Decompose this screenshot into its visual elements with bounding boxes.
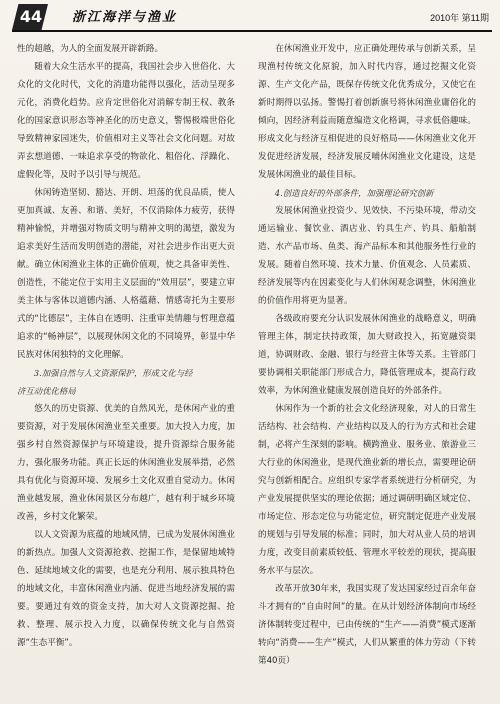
body-paragraph: 各级政府要充分认识发展休闲渔业的战略意义，明确管理主体，制定扶持政策，加大财政投入，拓宽融资渠道，协调财政、金融、银行与经营主体等关系。主管部门要协调相关职能部门形成合力，降低管理成本，提高行政效率，为休闲渔业健康发展创造良好的外部条件。	[258, 314, 476, 396]
page-header	[10, 4, 495, 30]
header-rule	[12, 30, 492, 32]
body-paragraph: 随着大众生活水平的提高，我国社会步入世俗化、大众化的文化时代，文化的消遣功能得以强化，活动呈现多元化，消费化趋势。应肯定世俗化对消解专制王权、教条化的国家意识形态等神圣化的历史意义，警惕极端世俗化导致精神家园迷失，价值相对主义等社会文化问题。对故弄玄想道德、一味追求享受的物欲化、粗俗化、浮躁化、虚假化等，及时予以引导与规范。	[17, 62, 235, 180]
body-paragraph: 以人文资源为底蕴的地域风情，已成为发展休闲渔业的新热点。加强人文资源抢救、挖掘工作，是保留地域特色、延续地域文化的需要，也是充分利用、展示独具特色的地域文化，丰富休闲渔业内涵、促进当地经济发展的需要。要通过有效的资金支持，加大对人文资源挖掘、抢救、整理、展示投入力度，以确保传统文化与自然资源“生态平衡”。	[17, 530, 235, 648]
body-paragraph: 改革开放30年来，我国实现了发达国家经过百余年奋斗才拥有的“自由时间”的量。在从计划经济体制向市场经济体制转变过程中，已由传统的“生产——消费”模式逐渐转向“消费——生产”模式，人们从繁重的体力劳动（下转第40页）	[258, 584, 476, 666]
left-column	[17, 40, 235, 652]
right-column	[258, 40, 476, 670]
body-paragraph: 悠久的历史资源、优美的自然风光，是休闲产业的重要资源，对于发展休闲渔业至关重要。加大投入力度，加强乡村自然资源保护与环境建设，提升资源综合服务能力，强化服务功能。真正长远的休闲渔业发展举措，必然具有优化与资源环境、发展乡土文化双重自觉动力。休闲渔业越发展，渔业休闲景区分布越广，越有利于城乡环境改善，乡村文化繁荣。	[17, 404, 235, 522]
body-paragraph: 性的超越，为人的全面发展开辟新路。	[17, 44, 164, 54]
section-subheading: 3.加强自然与人文资源保护，形成文化与经	[33, 368, 193, 378]
body-paragraph: 在休闲渔业开发中，应正确处理传承与创新关系，呈现渔村传统文化原貌，加入时代内容，通过挖掘文化资源、生产文化产品，既保存传统文化优秀成分，又使它在新时期得以弘扬。警惕打着创新旗号将休闲渔业庸俗化的倾向，因经济利益而随意编造文化格调，寻求低俗趣味。形成文化与经济互相促进的良好格局——休闲渔业文化开发促进经济发展，经济发展反哺休闲渔业文化建设，这是发展休闲渔业的最佳目标。	[258, 44, 476, 180]
page-number: 44	[19, 7, 43, 26]
journal-name: 浙江海洋与渔业	[72, 10, 178, 25]
body-paragraph: 发展休闲渔业投资少、见效快、不污染环境，带动交通运输业、餐饮业、酒店业、钓具生产、钓具、船舶制造、水产品市场、鱼类、海产品标本和其他服务性行业的发展。随着自然环境、技术力量、价值观念、人员素质、经济发展等内在因素变化与人们休闲观念调整，休闲渔业的价值作用将更为显著。	[258, 206, 476, 306]
issue-label: 2010年 第11期	[430, 13, 489, 23]
section-subheading: 济互动优化格局	[17, 386, 76, 396]
body-paragraph: 休闲铸造坚韧、豁达、开朗、坦荡的优良品质，使人更加真诚、友善、和谐、美好，不仅消除体力疲劳，获得精神愉悦，并增强对物质文明与精神文明的渴望，激发为追求美好生活而发明创造的潜能，对社会进步作出更大贡献。确立休闲渔业主体的正确价值观，使之具备审美性、创造性，不能定位于实用主义层面的“效用层”，要建立审美主体与客体以道德内涵、人格蕴藉、情感寄托为主要形式的“比德层”，主体自在透明、注重审美情趣与哲理意蕴追求的“畅神层”，以展现休闲文化的不同境界，彰显中华民族对休闲独特的文化理解。	[17, 188, 235, 360]
section-subheading: 4.创造良好的外部条件，加强理论研究创新	[274, 188, 434, 198]
body-paragraph: 休闲作为一个新的社会文化经济现象，对人的日常生活结构、社会结构、产业结构以及人的行为方式和社会建制，必将产生深刻的影响。横跨渔业、服务业、旅游业三大行业的休闲渔业，是现代渔业新的增长点，需要理论研究与创新相配合。应组织专家学者系统进行分析研究，为产业发展提供坚实的理论依据；通过调研明确区域定位、市场定位、形态定位与功能定位，研究制定促进产业发展的规划与引导发展的标准；同时，加大对从业人员的培训力度，改变目前素质较低、管理水平较差的现状，提高服务水平与层次。	[258, 404, 476, 576]
